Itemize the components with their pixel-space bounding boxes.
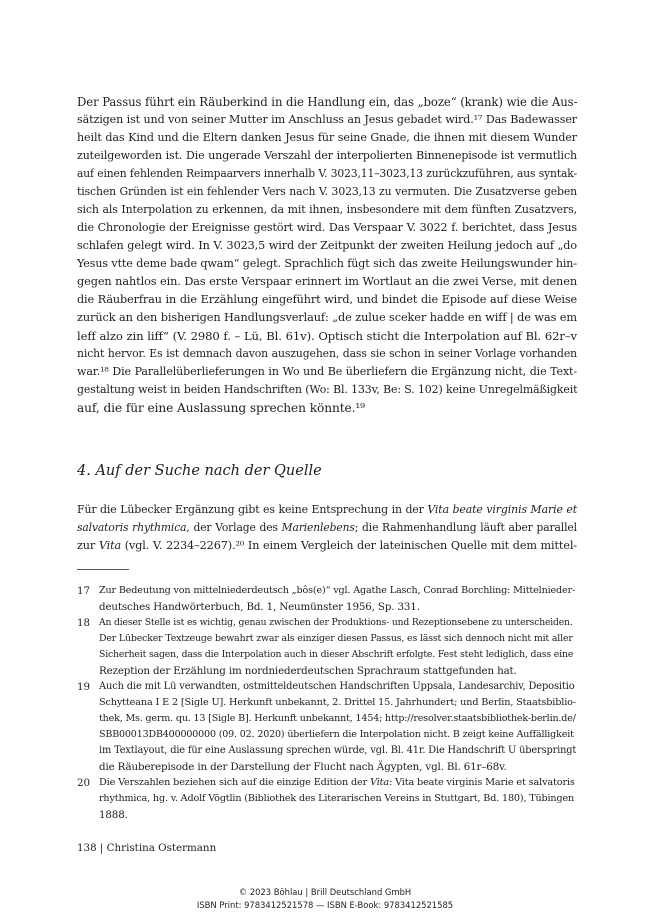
footnote-line: An dieser Stelle ist es wichtig, genau zwischen der Produktions- und Rezeptionsebene zu unterscheiden. [99,617,573,628]
footnote-number: 20 [77,777,91,789]
body-line [77,537,577,555]
italic-title: salvatoris rhythmica [77,521,187,534]
footnote-line: Rezeption der Erzählung im nordniederdeutschen Sprachraum stattgefunden hat. [99,665,517,677]
footnote-line: Auch die mit Lü verwandten, ostmitteldeutschen Handschriften Uppsala, Landesarchiv, Depositio [99,681,575,692]
body-line: auf einen fehlenden Reimpaarvers innerhalb V. 3023,11–3023,13 zurückzuführen, aus syntak- [77,167,577,180]
footnote-line: Schytteana I E 2 [Sigle U]. Herkunft unbekannt, 2. Drittel 15. Jahrhundert; und Berlin, Staatsbiblio- [99,697,576,708]
footnote-line: thek, Ms. germ. qu. 13 [Sigle B]. Herkunft unbekannt, 1454; http://resolver.staatsbibliothek-berlin.de/ [99,713,576,724]
body-line: heilt das Kind und die Eltern danken Jesus für seine Gnade, die ihnen mit diesem Wunder [77,131,577,144]
footnote-line: die Räuberepisode in der Darstellung der Flucht nach Ägypten, vgl. Bl. 61r–68v. [99,761,507,773]
imprint-isbn: ISBN Print: 9783412521578 — ISBN E-Book: 9783412521585 [196,900,454,910]
body-line [77,519,577,537]
footnote-line: Der Lübecker Textzeuge bewahrt zwar als einziger diesen Passus, es lässt sich dennoch nicht mit aller [99,633,573,644]
footnote-number: 18 [77,617,91,629]
page-footer: 138 | Christina Ostermann [77,842,217,854]
footnote-rule [77,569,129,570]
text-run: : Vita beate virginis Marie et salvatoris [389,777,575,788]
body-line: zurück an den bisherigen Handlungsverlauf: „de zulue sceker hadde en wiff | de was em [77,311,577,324]
text-run: ; die Rahmenhandlung läuft aber parallel [354,521,577,534]
italic-title: Vita beate virginis Marie et [427,503,577,516]
body-line: war.¹⁸ Die Parallelüberlieferungen in Wo und Be überliefern die Ergänzung nicht, die Text- [77,365,577,378]
footnote-line: im Textlayout, die für eine Auslassung sprechen würde, vgl. Bl. 41r. Die Handschrift U überspringt [99,745,577,756]
body-line: tischen Gründen ist ein fehlender Vers nach V. 3023,13 zu vermuten. Die Zusatzverse geben [77,185,577,198]
footnote-line: 1888. [99,809,128,821]
body-line: sätzigen ist und von seiner Mutter im Anschluss an Jesus gebadet wird.¹⁷ Das Badewasser [77,113,577,126]
text-run: zur [77,539,99,552]
body-line: die Chronologie der Ereignisse gestört wird. Das Verspaar V. 3022 f. berichtet, dass Jesus [77,221,577,234]
footnote-number: 19 [77,681,91,693]
body-line: nicht hervor. Es ist demnach davon auszugehen, dass sie schon in seiner Vorlage vorhanden [77,347,577,360]
footnote-number: 17 [77,585,91,597]
imprint-copyright: © 2023 Böhlau | Brill Deutschland GmbH [238,887,412,897]
italic-title: Vita [370,777,390,788]
footnote-line: rhythmica, hg. v. Adolf Vögtlin (Bibliothek des Literarischen Vereins in Stuttgart, Bd. 180), Tübingen [99,793,575,804]
footnote-line: Sicherheit sagen, dass die Interpolation auch in dieser Abschrift erfolgte. Fest steht lediglich, dass eine [99,649,574,660]
italic-title: Vita [98,539,122,552]
text-run: (vgl. V. 2234–2267).²⁰ In einem Vergleich der lateinischen Quelle mit dem mittel- [121,539,577,552]
body-line: zuteilgeworden ist. Die ungerade Verszahl der interpolierten Binnenepisode ist vermutlich [77,149,577,162]
text-run: , der Vorlage des [186,521,282,534]
body-line: gegen nahtlos ein. Das erste Verspaar erinnert im Wortlaut an die zwei Verse, mit denen [77,275,577,288]
body-line: auf, die für eine Auslassung sprechen könnte.¹⁹ [77,401,365,415]
italic-title: Marienlebens [281,521,355,534]
footnote-line: Zur Bedeutung von mittelniederdeutsch „bôs(e)“ vgl. Agathe Lasch, Conrad Borchling: Mittelnieder- [99,585,576,596]
section-heading: 4. Auf der Suche nach der Quelle [77,463,322,479]
body-line [77,501,577,519]
body-line: Der Passus führt ein Räuberkind in die Handlung ein, das „boze“ (krank) wie die Aus- [77,95,578,109]
footnote-line: deutsches Handwörterbuch, Bd. 1, Neumünster 1956, Sp. 331. [99,601,420,613]
body-line: schlafen gelegt wird. In V. 3023,5 wird der Zeitpunkt der zweiten Heilung jedoch auf „do [77,239,577,252]
body-line: sich als Interpolation zu erkennen, da mit ihnen, insbesondere mit dem fünften Zusatzvers, [77,203,577,216]
footnote-line: SBB00013DB400000000 (09. 02. 2020) überliefern die Interpolation nicht. B zeigt keine Auffälligkeit [99,729,574,740]
body-line: die Räuberfrau in die Erzählung eingeführt wird, und bindet die Episode auf diese Weise [77,293,577,306]
footnote-line [99,775,576,791]
text-run: Für die Lübecker Ergänzung gibt es keine Entsprechung in der [77,503,428,516]
text-run: Die Verszahlen beziehen sich auf die einzige Edition der [99,777,371,788]
body-line: Yesus vtte deme bade qwam“ gelegt. Sprachlich fügt sich das zweite Heilungswunder hin- [77,257,577,270]
body-line: leff alzo zin liff“ (V. 2980 f. – Lü, Bl. 61v). Optisch sticht die Interpolation auf Bl. 62r–v [77,329,577,343]
body-line: gestaltung weist in beiden Handschriften (Wo: Bl. 133v, Be: S. 102) keine Unregelmäßigkeit [77,383,578,396]
